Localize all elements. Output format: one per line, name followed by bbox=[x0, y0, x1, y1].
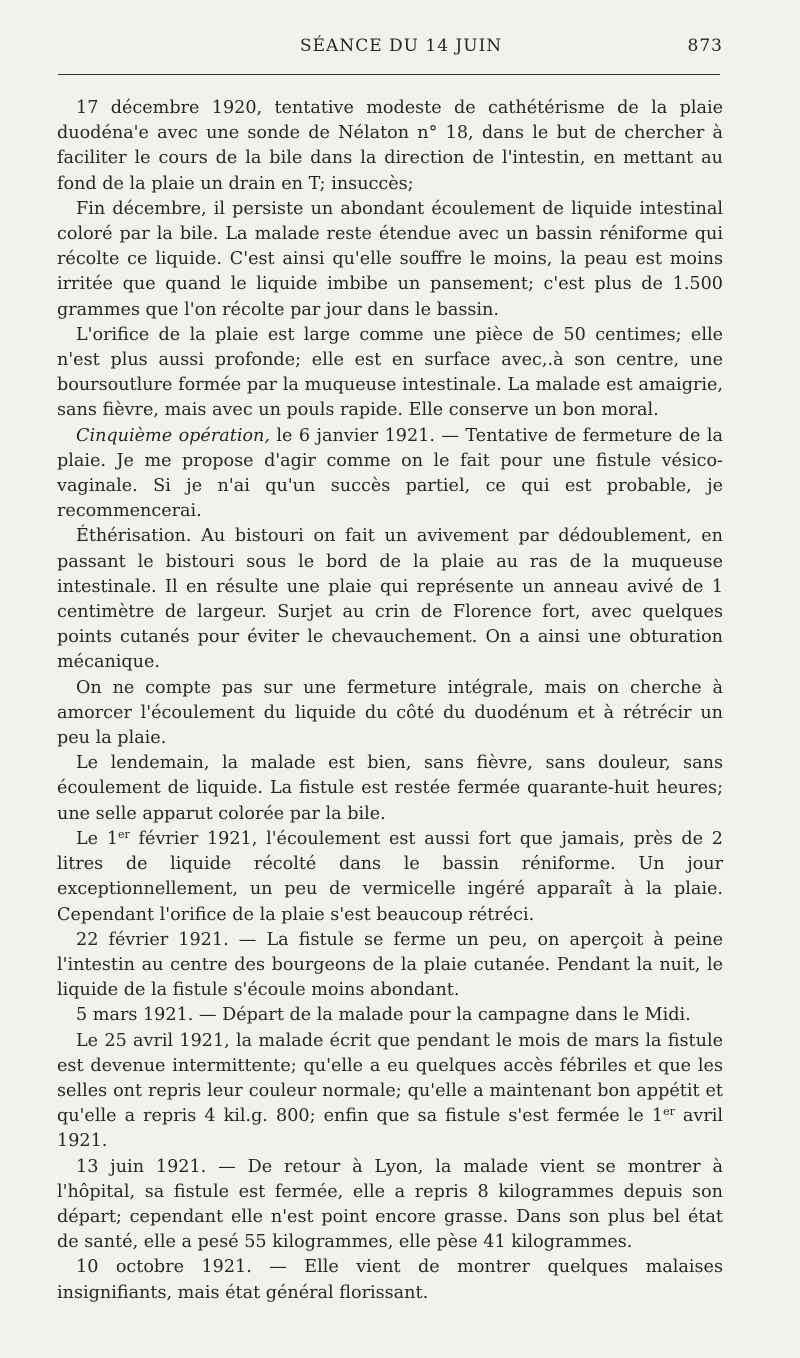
day-number: 1 bbox=[651, 1106, 664, 1127]
paragraph: 22 février 1921. — La fistule se ferme un peu, on aperçoit à peine l'intestin au centre des bourgeons de la plaie cutanée. Pendant la nuit, le liquide de la fistule s'écoule moins abondant. bbox=[57, 929, 723, 1001]
paragraph: 13 juin 1921. — De retour à Lyon, la malade vient se montrer à l'hôpital, sa fistule est fermée, elle a repris 8 kilogrammes depuis son départ; cependant elle n'est point encore grasse. Dans son plus bel état de santé, elle a pesé 55 kilogrammes, elle pèse 41 kilogrammes. bbox=[57, 1156, 723, 1253]
paragraph-lead: Le 1 bbox=[76, 828, 119, 849]
paragraph bbox=[57, 424, 723, 525]
paragraph-text: — Tentative de fermeture de la plaie. Je me propose d'agir comme on le fait pour une fistule vésico-vaginale. Si je n'ai qu'un succès partiel, ce qui est probable, je recommencerai. bbox=[57, 425, 723, 522]
page-header bbox=[55, 36, 723, 58]
ordinal-suffix: er bbox=[118, 827, 130, 841]
section-title: Cinquième opération, bbox=[76, 425, 270, 446]
page-number: 873 bbox=[687, 36, 723, 56]
operation-date: le 6 janvier 1921. bbox=[276, 425, 435, 446]
paragraph: 17 décembre 1920, tentative modeste de cathétérisme de la plaie duodéna'e avec une sonde de Nélaton n° 18, dans le but de chercher à faciliter le cours de la bile dans la direction de l'intestin, en mettant au fond de la plaie un drain en T; insuccès; bbox=[57, 98, 723, 194]
paragraph bbox=[57, 827, 723, 928]
paragraph-text: Le 25 avril 1921, la malade écrit que pendant le mois de mars la fistule est devenue intermittente; qu'elle a eu quelques accès fébriles et que les selles ont repris leur couleur normale; qu'elle a maintenant bon appétit et qu'elle a repris 4 kil.g. 800; enfin que sa fistule s'est fermée le bbox=[57, 1030, 723, 1127]
paragraph-tail: avril 1921. bbox=[57, 1106, 724, 1152]
paragraph bbox=[57, 1029, 723, 1155]
paragraph-text: février 1921, l'écoulement est aussi fort que jamais, près de 2 litres de liquide récolté dans le bassin réniforme. Un jour exceptionnellement, un peu de vermicelle ingéré apparaît à la plaie. Cependant l'orifice de la plaie s'est beaucoup rétréci. bbox=[57, 828, 724, 925]
paragraph: Le lendemain, la malade est bien, sans fièvre, sans douleur, sans écoulement de liquide. La fistule est restée fermée quarante-huit heures; une selle apparut colorée par la bile. bbox=[57, 753, 723, 824]
paragraph: On ne compte pas sur une fermeture intégrale, mais on cherche à amorcer l'écoulement du liquide du côté du duodénum et à rétrécir un peu la plaie. bbox=[57, 677, 723, 749]
paragraph: 10 octobre 1921. — Elle vient de montrer quelques malaises insignifiants, mais état général florissant. bbox=[57, 1257, 723, 1303]
header-rule bbox=[58, 74, 720, 75]
running-title: SÉANCE DU 14 JUIN bbox=[300, 36, 503, 56]
body-text bbox=[57, 96, 723, 1306]
ordinal-suffix: er bbox=[663, 1105, 675, 1119]
paragraph: Éthérisation. Au bistouri on fait un avivement par dédoublement, en passant le bistouri sous le bord de la plaie au ras de la muqueuse intestinale. Il en résulte une plaie qui représente un anneau avivé de 1 centimètre de largeur. Surjet au crin de Florence fort, avec quelques points cutanés pour éviter le chevauchement. On a ainsi une obturation mécanique. bbox=[57, 526, 723, 673]
paragraph: L'orifice de la plaie est large comme une pièce de 50 centimes; elle n'est plus aussi profonde; elle est en surface avec,.à son centre, une boursoutlure formée par la muqueuse intestinale. La malade est amaigrie, sans fièvre, mais avec un pouls rapide. Elle conserve un bon moral. bbox=[57, 324, 723, 421]
paragraph: 5 mars 1921. — Départ de la malade pour la campagne dans le Midi. bbox=[76, 1005, 691, 1026]
paragraph: Fin décembre, il persiste un abondant écoulement de liquide intestinal coloré par la bile. La malade reste étendue avec un bassin réniforme qui récolte ce liquide. C'est ainsi qu'elle souffre le moins, la peau est moins irritée que quand le liquide imbibe un pansement; c'est plus de 1.500 grammes que l'on récolte par jour dans le bassin. bbox=[57, 198, 723, 320]
